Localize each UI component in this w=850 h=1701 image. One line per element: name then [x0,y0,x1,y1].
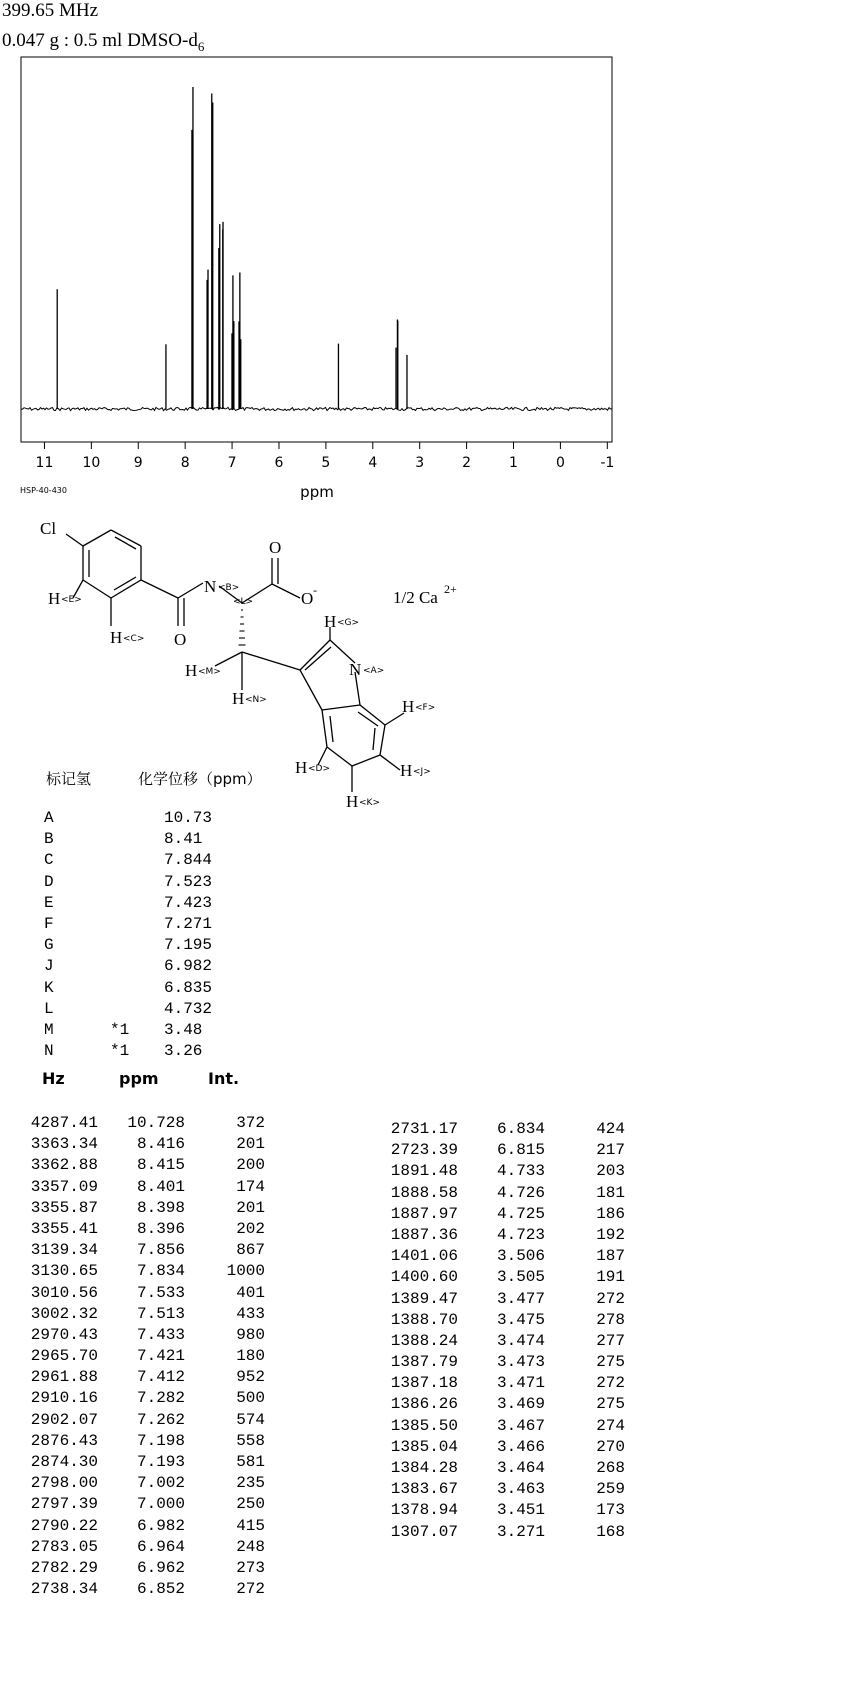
peak-hz: 3139.34 [30,1241,98,1260]
peak-ppm: 7.198 [136,1431,185,1450]
proton-shift: 7.523 [164,872,213,891]
x-tick-label: 7 [227,455,237,471]
proton-shift: 7.844 [164,851,213,870]
proton-label: C [44,851,54,870]
peak-intensity: 278 [596,1310,625,1329]
peak-intensity: 433 [236,1304,265,1323]
x-tick-label: 0 [555,455,565,471]
peak-ppm: 3.466 [496,1437,545,1456]
peak-intensity: 558 [236,1431,265,1450]
peak-header-int: Int. [208,1069,240,1088]
peak-ppm: 6.962 [136,1558,185,1577]
peak-hz: 2910.16 [30,1389,98,1408]
tag-e: <E> [61,595,82,605]
peak-ppm: 4.723 [496,1225,545,1244]
peak-hz: 3355.41 [30,1219,98,1238]
peak-intensity: 372 [236,1114,265,1132]
peak-intensity: 181 [596,1183,625,1202]
tag-d: <D> [308,764,331,774]
peak-hz: 1888.58 [390,1183,458,1202]
peak-hz: 2970.43 [30,1325,98,1344]
proton-shift: 10.73 [164,809,213,827]
peak-hz: 2797.39 [30,1495,98,1514]
peak-ppm: 7.856 [136,1241,185,1260]
peak-hz: 2902.07 [30,1410,98,1429]
peak-intensity: 272 [236,1580,265,1599]
peak-ppm: 3.469 [496,1395,545,1414]
h-c: H [110,628,123,647]
x-tick-label: 1 [509,455,518,471]
proton-label: E [44,893,54,912]
x-tick-label: 5 [321,455,331,471]
peak-ppm: 7.421 [136,1347,185,1366]
peak-ppm: 4.733 [496,1162,545,1181]
peak-intensity: 270 [596,1437,625,1456]
peak-intensity: 202 [236,1219,265,1238]
sample-description-subscript: 6 [197,38,205,54]
peak-hz: 1387.79 [390,1353,458,1372]
tag-g: <G> [337,618,360,628]
peak-hz: 3357.09 [30,1177,98,1196]
proton-label: K [44,978,54,997]
peak-intensity: 275 [596,1353,625,1372]
peak-hz: 3130.65 [30,1262,98,1281]
tag-k: <K> [359,798,380,808]
peak-hz: 1386.26 [390,1395,458,1414]
peak-ppm: 7.193 [136,1453,185,1471]
peak-intensity: 272 [596,1374,625,1393]
peak-intensity: 401 [236,1283,265,1302]
x-tick-label: 4 [368,455,378,471]
peak-ppm: 3.506 [496,1247,545,1266]
peak-hz: 1383.67 [390,1480,458,1499]
peak-hz: 3010.56 [30,1283,98,1302]
proton-shift: 4.732 [164,999,213,1018]
peak-ppm: 7.262 [136,1410,185,1429]
peak-intensity: 173 [596,1501,625,1520]
proton-label: F [44,914,54,933]
peak-intensity: 272 [596,1289,625,1308]
peak-intensity: 248 [236,1537,265,1556]
proton-shift: 7.195 [164,936,213,955]
peak-hz: 1388.24 [390,1331,458,1350]
peak-hz: 1388.70 [390,1310,458,1329]
proton-shift: 7.271 [164,914,213,933]
peak-hz: 1387.18 [390,1374,458,1393]
peak-ppm: 8.401 [136,1177,185,1196]
x-tick-label: 2 [462,455,472,471]
peak-ppm: 7.513 [136,1304,185,1323]
peak-hz: 2783.05 [30,1537,98,1556]
peak-hz: 1400.60 [390,1268,458,1287]
h-g: H [324,612,337,631]
peak-hz: 2798.00 [30,1474,98,1493]
peak-ppm: 3.271 [496,1522,545,1541]
sample-code: HSP-40-430 [20,486,67,495]
peak-intensity: 574 [236,1410,265,1429]
peak-hz: 2961.88 [30,1368,98,1387]
x-tick-label: 6 [274,455,284,471]
h-e: H [48,589,61,608]
peak-intensity: 201 [236,1198,265,1217]
peak-hz: 2738.34 [30,1580,98,1599]
x-axis-label: ppm [300,483,334,501]
peak-ppm: 6.964 [136,1537,185,1556]
spectrometer-frequency: 399.65 MHz [2,0,99,21]
peak-ppm: 3.473 [496,1353,545,1372]
peak-ppm: 3.505 [496,1268,545,1287]
peak-ppm: 8.415 [136,1156,185,1175]
tag-c: <C> [123,634,145,644]
peak-hz: 2782.29 [30,1558,98,1577]
peak-intensity: 180 [236,1347,265,1366]
peak-intensity: 187 [596,1247,625,1266]
amide-nitrogen: N [204,577,217,596]
peak-ppm: 3.474 [496,1331,545,1350]
proton-label: B [44,830,54,849]
proton-shift: 7.423 [164,893,213,912]
peak-ppm: 3.464 [496,1459,545,1477]
peak-ppm: 3.451 [496,1501,545,1520]
proton-label: M [44,1020,54,1039]
assignment-col-label: 标记氢 [46,770,92,788]
proton-shift: 8.41 [164,830,203,849]
peak-hz: 3363.34 [30,1135,98,1154]
proton-label: D [44,872,54,891]
carboxylate-oxygen: O [301,589,314,608]
peak-intensity: 268 [596,1459,625,1477]
peak-intensity: 201 [236,1135,265,1154]
peak-intensity: 980 [236,1325,265,1344]
proton-shift: 6.835 [164,978,213,997]
carbonyl-oxygen: O [174,630,187,649]
peak-ppm: 4.725 [496,1204,545,1223]
peak-hz: 2874.30 [30,1453,98,1471]
peak-intensity: 168 [596,1522,625,1541]
peak-intensity: 867 [236,1241,265,1260]
proton-label: N [44,1042,54,1061]
peak-ppm: 4.726 [496,1183,545,1202]
peak-ppm: 7.412 [136,1368,185,1387]
peak-hz: 3355.87 [30,1198,98,1217]
peak-ppm: 3.471 [496,1374,545,1393]
proton-shift: 6.982 [164,957,213,976]
h-j: H [400,761,413,780]
peak-hz: 2876.43 [30,1431,98,1450]
peak-intensity: 277 [596,1331,625,1350]
peak-intensity: 273 [236,1558,265,1577]
tag-l: <L> [233,597,254,607]
proton-label: A [44,809,54,827]
peak-hz: 1378.94 [390,1501,458,1520]
peak-intensity: 581 [236,1453,265,1471]
peak-hz: 3002.32 [30,1304,98,1323]
peak-ppm: 3.477 [496,1289,545,1308]
peak-ppm: 7.282 [136,1389,185,1408]
peak-intensity: 192 [596,1225,625,1244]
peak-ppm: 3.467 [496,1416,545,1435]
h-k: H [346,792,359,811]
tag-m: <M> [198,667,221,677]
peak-hz: 4287.41 [30,1114,98,1132]
proton-note: *1 [110,1020,130,1039]
tag-j: <J> [413,767,431,777]
stereo-hash-bond [239,610,246,645]
h-n: H [232,689,245,708]
carboxylate-charge: - [313,583,317,597]
h-f: H [402,697,415,716]
peak-hz: 1385.50 [390,1416,458,1435]
peak-intensity: 500 [236,1389,265,1408]
peak-hz: 2790.22 [30,1516,98,1535]
peak-ppm: 6.852 [136,1580,185,1599]
peak-intensity: 191 [596,1268,625,1287]
chlorine-atom: Cl [40,519,57,538]
peak-intensity: 1000 [226,1262,265,1281]
peak-hz: 1307.07 [390,1522,458,1541]
peak-ppm: 3.475 [496,1310,545,1329]
peak-header-hz: Hz [42,1069,65,1088]
tag-b: <B> [218,583,240,593]
peak-hz: 1887.36 [390,1225,458,1244]
x-tick-label: 8 [180,455,190,471]
peak-ppm: 6.815 [496,1141,545,1160]
molecule-structure [0,0,850,820]
peak-ppm: 8.396 [136,1219,185,1238]
peak-hz: 2965.70 [30,1347,98,1366]
peak-ppm: 7.433 [136,1325,185,1344]
peak-ppm: 6.834 [496,1120,545,1138]
peak-intensity: 203 [596,1162,625,1181]
peak-intensity: 415 [236,1516,265,1535]
peak-hz: 2723.39 [390,1141,458,1160]
tag-f: <F> [415,703,436,713]
proton-note: *1 [110,1042,130,1061]
sample-description-main: 0.047 g : 0.5 ml DMSO-d [2,30,198,51]
tag-a: <A> [363,666,385,676]
peak-intensity: 235 [236,1474,265,1493]
peak-hz: 1887.97 [390,1204,458,1223]
peak-intensity: 186 [596,1204,625,1223]
peak-intensity: 424 [596,1120,625,1138]
peak-hz: 1891.48 [390,1162,458,1181]
x-tick-label: 3 [415,455,425,471]
h-d: H [295,758,308,777]
h-m: H [185,661,198,680]
peak-intensity: 259 [596,1480,625,1499]
assignment-col-shift: 化学位移（ppm） [138,770,262,788]
x-tick-label: 9 [133,455,143,471]
peak-ppm: 10.728 [127,1114,185,1132]
indole-nitrogen: N [349,660,362,679]
x-tick-label: 10 [82,455,101,471]
peak-intensity: 275 [596,1395,625,1414]
peak-ppm: 8.398 [136,1198,185,1217]
x-tick-label: -1 [600,455,615,471]
proton-label: L [44,999,54,1018]
peak-ppm: 6.982 [136,1516,185,1535]
proton-label: J [44,957,54,976]
peak-ppm: 8.416 [136,1135,185,1154]
peak-intensity: 274 [596,1416,625,1435]
peak-ppm: 7.834 [136,1262,185,1281]
proton-shift: 3.48 [164,1020,203,1039]
proton-label: G [44,936,54,955]
peak-hz: 2731.17 [390,1120,458,1138]
calcium-charge: 2+ [444,582,457,596]
peak-hz: 3362.88 [30,1156,98,1175]
peak-intensity: 250 [236,1495,265,1514]
peak-hz: 1385.04 [390,1437,458,1456]
x-tick-label: 11 [35,455,54,471]
peak-ppm: 3.463 [496,1480,545,1499]
peak-hz: 1384.28 [390,1459,458,1477]
peak-ppm: 7.000 [136,1495,185,1514]
peak-ppm: 7.533 [136,1283,185,1302]
peak-hz: 1389.47 [390,1289,458,1308]
peak-intensity: 952 [236,1368,265,1387]
tag-n: <N> [245,695,267,705]
proton-shift: 3.26 [164,1042,203,1061]
peak-hz: 1401.06 [390,1247,458,1266]
peak-intensity: 217 [596,1141,625,1160]
calcium-counterion: 1/2 Ca [393,588,438,607]
carboxyl-oxygen: O [269,538,282,557]
peak-intensity: 200 [236,1156,265,1175]
peak-ppm: 7.002 [136,1474,185,1493]
peak-intensity: 174 [236,1177,265,1196]
peak-header-ppm: ppm [119,1069,159,1088]
